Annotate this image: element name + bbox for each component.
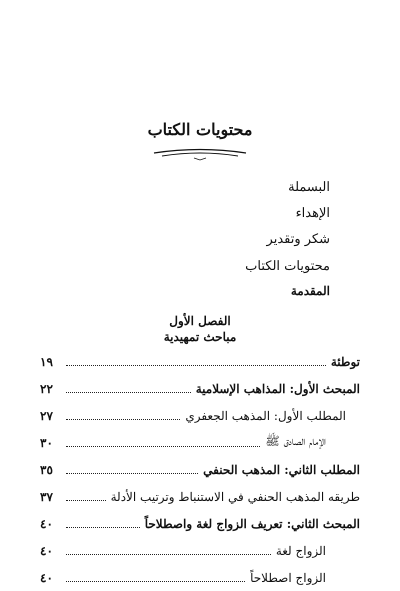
toc-entry[interactable] [40,429,360,456]
page-title: محتويات الكتاب [147,120,253,139]
toc-entry-label: طريقه المذهب الحنفي في الاستنباط وترتيب الأدلة [110,489,360,504]
toc-entry-label: الإمام الصادق ﷺ [265,434,326,448]
dot-leader [66,554,271,555]
toc-entry-page: ٢٧ [40,408,53,423]
toc-entry-page: ٣٧ [40,489,53,504]
title-flourish-ornament [150,145,250,161]
chapter-subheading: مباحث تمهيدية [163,330,237,344]
dot-leader [66,446,260,447]
toc-entry-page: ٤٠ [40,543,53,558]
toc-entry-page: ١٩ [40,354,53,369]
toc-entry[interactable] [40,537,360,564]
dot-leader [66,500,106,501]
toc-entry-page: ٣٥ [40,462,53,477]
toc-entry-page: ٣٠ [40,435,53,450]
front-matter-introduction: المقدمة [290,284,330,298]
dot-leader [66,419,180,420]
toc-entry[interactable] [40,510,360,537]
front-matter-contents: محتويات الكتاب [245,259,330,274]
toc-entry-label: توطئة [330,354,360,369]
toc-entry-label: المبحث الأول: المذاهب الإسلامية [195,381,360,396]
toc-entry[interactable] [40,375,360,402]
chapter-heading: الفصل الأول [169,314,231,328]
table-of-contents [40,348,360,591]
toc-entry-label: المطلب الأول: المذهب الجعفري [185,408,346,423]
front-matter-dedication: الإهداء [295,206,330,221]
toc-entry-label: المطلب الثاني: المذهب الحنفي [203,462,360,477]
toc-entry[interactable] [40,348,360,375]
toc-entry-label: المبحث الثاني: تعريف الزواج لغة واصطلاحاً [144,516,360,531]
toc-entry-page: ٤٠ [40,570,53,585]
dot-leader [66,473,198,474]
toc-entry-label: الزواج لغة [275,543,326,558]
dot-leader [66,581,245,582]
dot-leader [66,365,326,366]
toc-entry-label: الزواج اصطلاحاً [250,570,326,585]
toc-entry[interactable] [40,483,360,510]
dot-leader [66,527,140,528]
toc-entry-page: ٤٠ [40,516,53,531]
toc-entry[interactable] [40,402,360,429]
toc-entry[interactable] [40,564,360,591]
toc-entry-page: ٢٢ [40,381,53,396]
toc-entry[interactable] [40,456,360,483]
front-matter-basmala: البسملة [288,180,330,195]
dot-leader [66,392,191,393]
front-matter-acknowledgements: شكر وتقدير [266,232,330,247]
